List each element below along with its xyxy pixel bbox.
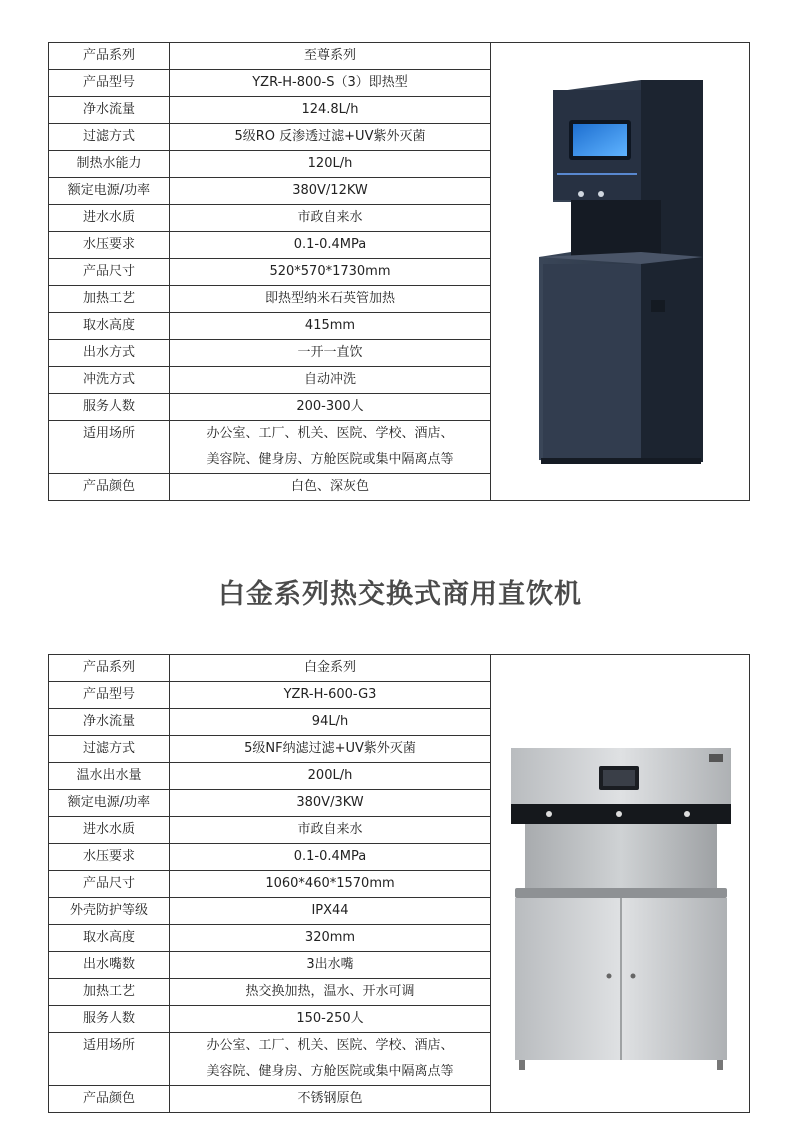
spec-label: 产品颜色 [49,1086,170,1113]
spec-value: 热交换加热，温水、开水可调 [170,979,491,1006]
spec-label: 水压要求 [49,232,170,259]
spec-value: 200L/h [170,763,491,790]
spec-label: 产品型号 [49,70,170,97]
spec-label: 进水水质 [49,205,170,232]
spec-value: 市政自来水 [170,205,491,232]
spec-label: 过滤方式 [49,124,170,151]
spec-value: 一开一直饮 [170,340,491,367]
spec-value [170,1033,491,1086]
spec-label: 净水流量 [49,97,170,124]
spec-value: YZR-H-600-G3 [170,682,491,709]
spec-label: 外壳防护等级 [49,898,170,925]
spec-label: 水压要求 [49,844,170,871]
spec-row [49,655,750,682]
spec-label: 进水水质 [49,817,170,844]
product-image-steel [491,655,750,1113]
spec-value: 124.8L/h [170,97,491,124]
spec-label: 制热水能力 [49,151,170,178]
spec-label: 适用场所 [49,421,170,474]
section-heading: 白金系列热交换式商用直饮机 [218,579,582,610]
spec-value: YZR-H-800-S（3）即热型 [170,70,491,97]
spec-label: 服务人数 [49,394,170,421]
stainless-water-dispenser-image [491,664,747,1104]
spec-label: 过滤方式 [49,736,170,763]
spec-label: 取水高度 [49,925,170,952]
spec-value: 320mm [170,925,491,952]
spec-table-zhizun [48,42,750,501]
venue-line-1: 办公室、工厂、机关、医院、学校、酒店、 [206,426,454,441]
spec-label: 产品尺寸 [49,871,170,898]
spec-value [170,421,491,474]
spec-row [49,43,750,70]
spec-value: 白色、深灰色 [170,474,491,501]
spec-label: 服务人数 [49,1006,170,1033]
spec-label: 产品尺寸 [49,259,170,286]
spec-value: 520*570*1730mm [170,259,491,286]
spec-value: 自动冲洗 [170,367,491,394]
venue-line-1: 办公室、工厂、机关、医院、学校、酒店、 [206,1038,454,1053]
venue-line-2: 美容院、健身房、方舱医院或集中隔离点等 [206,1064,454,1079]
spec-table-baijin [48,654,750,1113]
spec-label: 产品颜色 [49,474,170,501]
spec-label: 额定电源/功率 [49,790,170,817]
spec-value: 0.1-0.4MPa [170,844,491,871]
spec-label: 额定电源/功率 [49,178,170,205]
spec-value: 94L/h [170,709,491,736]
spec-label: 产品系列 [49,43,170,70]
spec-value: 白金系列 [170,655,491,682]
product-image-dark [491,43,750,501]
spec-label: 加热工艺 [49,286,170,313]
spec-value: 120L/h [170,151,491,178]
spec-label: 适用场所 [49,1033,170,1086]
spec-value: 415mm [170,313,491,340]
spec-value: 至尊系列 [170,43,491,70]
spec-value: 150-250人 [170,1006,491,1033]
spec-value: IPX44 [170,898,491,925]
spec-value: 380V/12KW [170,178,491,205]
spec-value: 市政自来水 [170,817,491,844]
spec-value: 1060*460*1570mm [170,871,491,898]
spec-label: 净水流量 [49,709,170,736]
spec-value: 0.1-0.4MPa [170,232,491,259]
dark-water-dispenser-image [491,52,747,492]
spec-label: 取水高度 [49,313,170,340]
spec-value: 5级NF纳滤过滤+UV紫外灭菌 [170,736,491,763]
spec-value: 3出水嘴 [170,952,491,979]
spec-value: 380V/3KW [170,790,491,817]
spec-label: 产品型号 [49,682,170,709]
venue-line-2: 美容院、健身房、方舱医院或集中隔离点等 [206,452,454,467]
spec-value: 200-300人 [170,394,491,421]
spec-label: 出水嘴数 [49,952,170,979]
spec-label: 产品系列 [49,655,170,682]
spec-value: 即热型纳米石英管加热 [170,286,491,313]
spec-label: 温水出水量 [49,763,170,790]
spec-label: 加热工艺 [49,979,170,1006]
spec-label: 冲洗方式 [49,367,170,394]
spec-value: 5级RO 反渗透过滤+UV紫外灭菌 [170,124,491,151]
spec-value: 不锈钢原色 [170,1086,491,1113]
spec-label: 出水方式 [49,340,170,367]
